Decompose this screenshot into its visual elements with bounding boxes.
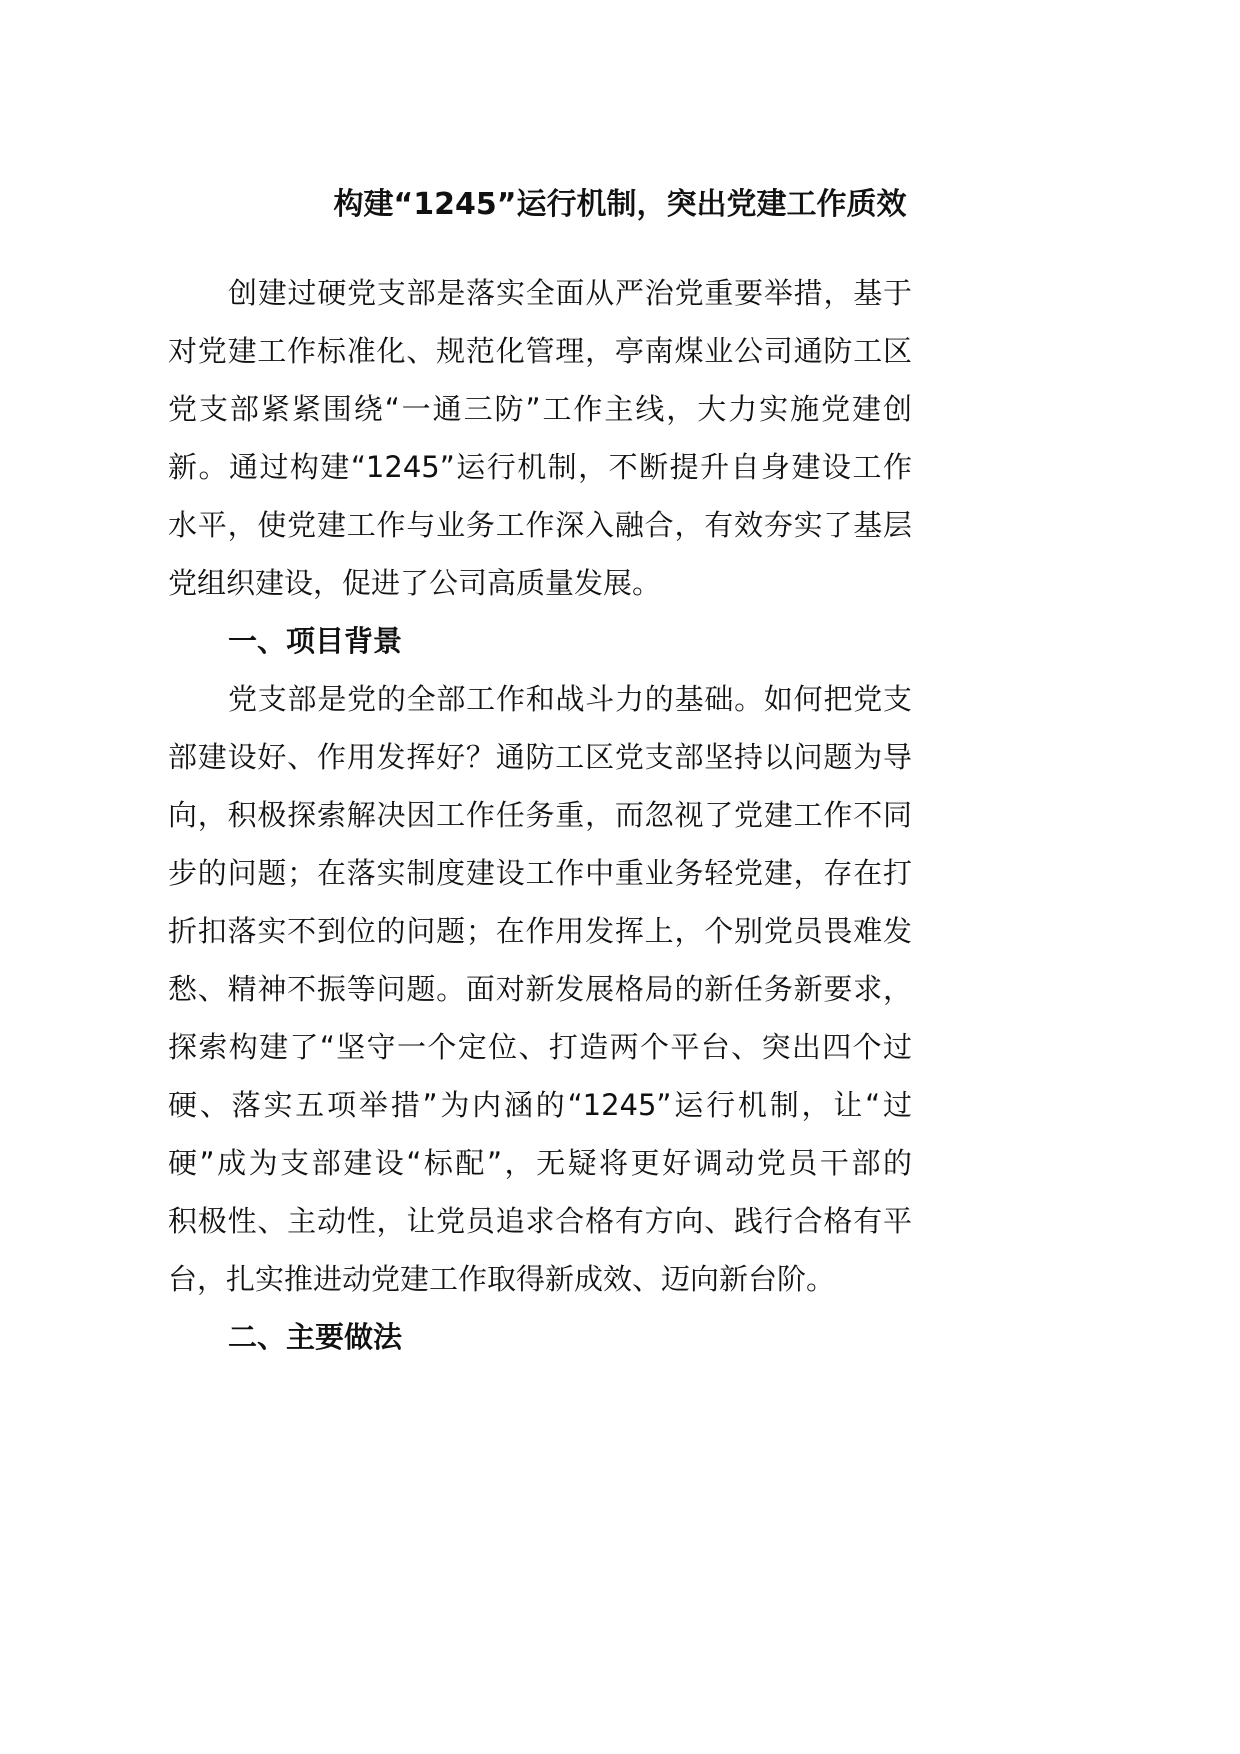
section-heading: 二、主要做法 xyxy=(228,1320,403,1354)
paragraph-line: 愁、精神不振等问题。面对新发展格局的新任务新要求， xyxy=(168,972,912,1006)
paragraph-line: 硬”成为支部建设“标配”，无疑将更好调动党员干部的 xyxy=(168,1146,912,1180)
paragraph-line: 台，扎实推进动党建工作取得新成效、迈向新台阶。 xyxy=(168,1262,836,1296)
paragraph-line: 折扣落实不到位的问题；在作用发挥上，个别党员畏难发 xyxy=(168,914,912,948)
paragraph-line: 党支部紧紧围绕“一通三防”工作主线，大力实施党建创 xyxy=(168,392,912,426)
paragraph-line: 步的问题；在落实制度建设工作中重业务轻党建，存在打 xyxy=(168,856,912,890)
paragraph-line: 探索构建了“坚守一个定位、打造两个平台、突出四个过 xyxy=(168,1030,912,1064)
paragraph-line: 创建过硬党支部是落实全面从严治党重要举措，基于 xyxy=(228,276,912,310)
paragraph-line: 向，积极探索解决因工作任务重，而忽视了党建工作不同 xyxy=(168,798,912,832)
paragraph-line: 党支部是党的全部工作和战斗力的基础。如何把党支 xyxy=(228,682,912,716)
section-heading: 一、项目背景 xyxy=(228,624,403,658)
paragraph-line: 新。通过构建“1245”运行机制，不断提升自身建设工作 xyxy=(168,450,912,484)
paragraph-line: 对党建工作标准化、规范化管理，亭南煤业公司通防工区 xyxy=(168,334,912,368)
document-title: 构建“1245”运行机制，突出党建工作质效 xyxy=(333,187,907,222)
paragraph-line: 党组织建设，促进了公司高质量发展。 xyxy=(168,566,662,600)
paragraph-line: 积极性、主动性，让党员追求合格有方向、践行合格有平 xyxy=(168,1204,912,1238)
paragraph-line: 部建设好、作用发挥好？通防工区党支部坚持以问题为导 xyxy=(168,740,912,774)
paragraph-line: 硬、落实五项举措”为内涵的“1245”运行机制，让“过 xyxy=(168,1088,912,1122)
paragraph-line: 水平，使党建工作与业务工作深入融合，有效夯实了基层 xyxy=(168,508,912,542)
document-body xyxy=(168,264,912,1366)
